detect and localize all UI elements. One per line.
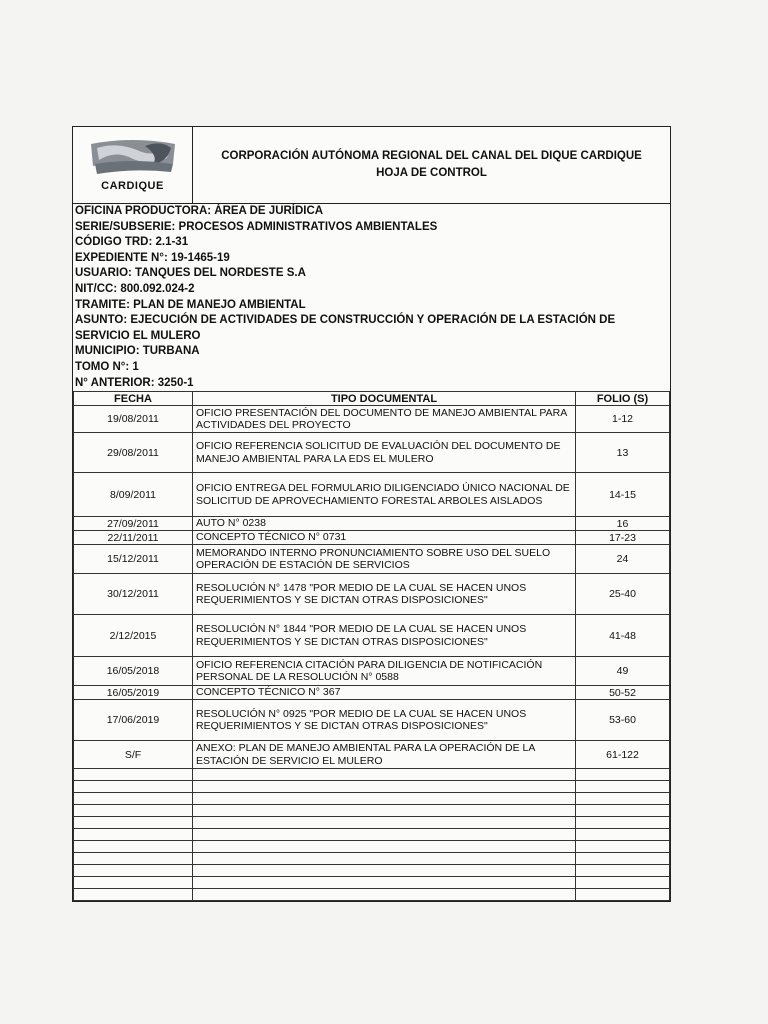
table-row (74, 686, 670, 700)
empty-row (74, 781, 670, 793)
empty-row (74, 889, 670, 901)
empty-row (74, 841, 670, 853)
empty-row (74, 805, 670, 817)
row-fecha: S/F (74, 741, 193, 769)
table-row (74, 531, 670, 545)
empty-row (74, 769, 670, 781)
row-tipo: OFICIO REFERENCIA SOLICITUD DE EVALUACIÓN DEL DOCUMENTO DE MANEJO AMBIENTAL PARA LA EDS EL MULERO (193, 433, 576, 473)
table-row (74, 433, 670, 473)
row-fecha: 29/08/2011 (74, 433, 193, 473)
column-header-fecha: FECHA (74, 392, 193, 406)
control-sheet (72, 126, 671, 902)
meta-serie: SERIE/SUBSERIE: PROCESOS ADMINISTRATIVOS AMBIENTALES (75, 220, 438, 233)
row-tipo: ANEXO: PLAN DE MANEJO AMBIENTAL PARA LA OPERACIÓN DE LA ESTACIÓN DE SERVICIO EL MULERO (193, 741, 576, 769)
row-fecha: 22/11/2011 (74, 531, 193, 545)
row-fecha: 27/09/2011 (74, 517, 193, 531)
title-line-2: HOJA DE CONTROL (376, 167, 487, 179)
column-header-tipo: TIPO DOCUMENTAL (193, 392, 576, 406)
row-folio: 25-40 (576, 574, 670, 615)
row-folio: 41-48 (576, 615, 670, 657)
document-title (193, 127, 670, 203)
table-row (74, 700, 670, 741)
empty-row (74, 793, 670, 805)
documents-table (73, 391, 670, 901)
row-tipo: OFICIO ENTREGA DEL FORMULARIO DILIGENCIADO ÚNICO NACIONAL DE SOLICITUD DE APROVECHAMIENTO FORESTAL ARBOLES AISLADOS (193, 473, 576, 517)
meta-codigo: CÓDIGO TRD: 2.1-31 (75, 236, 189, 249)
metadata-block (73, 204, 670, 391)
table-row (74, 545, 670, 574)
empty-row (74, 865, 670, 877)
empty-row (74, 829, 670, 841)
row-folio: 13 (576, 433, 670, 473)
row-fecha: 16/05/2019 (74, 686, 193, 700)
table-row (74, 473, 670, 517)
meta-municipio: MUNICIPIO: TURBANA (75, 345, 200, 358)
empty-row (74, 877, 670, 889)
meta-usuario: USUARIO: TANQUES DEL NORDESTE S.A (75, 267, 306, 280)
row-tipo: CONCEPTO TÉCNICO N° 0731 (193, 531, 576, 545)
row-tipo: RESOLUCIÓN N° 1478 "POR MEDIO DE LA CUAL SE HACEN UNOS REQUERIMIENTOS Y SE DICTAN OTRAS DISPOSICIONES" (193, 574, 576, 615)
row-tipo: CONCEPTO TÉCNICO N° 367 (193, 686, 576, 700)
table-row (74, 517, 670, 531)
table-row (74, 657, 670, 686)
row-fecha: 19/08/2011 (74, 406, 193, 433)
row-tipo: RESOLUCIÓN N° 1844 "POR MEDIO DE LA CUAL SE HACEN UNOS REQUERIMIENTOS Y SE DICTAN OTRAS DISPOSICIONES" (193, 615, 576, 657)
empty-row (74, 853, 670, 865)
meta-oficina: OFICINA PRODUCTORA: ÁREA DE JURÍDICA (75, 205, 324, 217)
row-folio: 1-12 (576, 406, 670, 433)
meta-asunto: ASUNTO: EJECUCIÓN DE ACTIVIDADES DE CONSTRUCCIÓN Y OPERACIÓN DE LA ESTACIÓN DE SERVICIO EL MULERO (75, 314, 616, 342)
column-header-folio: FOLIO (S) (576, 392, 670, 406)
row-fecha: 15/12/2011 (74, 545, 193, 574)
row-folio: 14-15 (576, 473, 670, 517)
cardique-logo-icon (87, 138, 179, 184)
meta-tramite: TRAMITE: PLAN DE MANEJO AMBIENTAL (75, 298, 306, 311)
row-folio: 53-60 (576, 700, 670, 741)
row-tipo: AUTO N° 0238 (193, 517, 576, 531)
row-folio: 17-23 (576, 531, 670, 545)
row-folio: 16 (576, 517, 670, 531)
row-fecha: 2/12/2015 (74, 615, 193, 657)
empty-row (74, 817, 670, 829)
title-line-1: CORPORACIÓN AUTÓNOMA REGIONAL DEL CANAL DEL DIQUE CARDIQUE (221, 150, 642, 162)
meta-tomo: TOMO N°: 1 (75, 360, 139, 373)
row-fecha: 8/09/2011 (74, 473, 193, 517)
row-fecha: 16/05/2018 (74, 657, 193, 686)
table-row (74, 574, 670, 615)
table-row (74, 406, 670, 433)
row-fecha: 17/06/2019 (74, 700, 193, 741)
table-row (74, 741, 670, 769)
row-folio: 49 (576, 657, 670, 686)
meta-expediente: EXPEDIENTE N°: 19-1465-19 (75, 251, 230, 264)
table-row (74, 615, 670, 657)
sheet-header (73, 127, 670, 204)
row-tipo: RESOLUCIÓN N° 0925 "POR MEDIO DE LA CUAL SE HACEN UNOS REQUERIMIENTOS Y SE DICTAN OTRAS DISPOSICIONES" (193, 700, 576, 741)
table-header-row (74, 392, 670, 406)
row-tipo: OFICIO REFERENCIA CITACIÓN PARA DILIGENCIA DE NOTIFICACIÓN PERSONAL DE LA RESOLUCIÓN N° 0588 (193, 657, 576, 686)
row-fecha: 30/12/2011 (74, 574, 193, 615)
row-tipo: MEMORANDO INTERNO PRONUNCIAMIENTO SOBRE USO DEL SUELO OPERACIÓN DE ESTACIÓN DE SERVICIOS (193, 545, 576, 574)
meta-nit: NIT/CC: 800.092.024-2 (75, 282, 195, 295)
row-tipo: OFICIO PRESENTACIÓN DEL DOCUMENTO DE MANEJO AMBIENTAL PARA ACTIVIDADES DEL PROYECTO (193, 406, 576, 433)
row-folio: 61-122 (576, 741, 670, 769)
meta-anterior: N° ANTERIOR: 3250-1 (75, 376, 194, 389)
row-folio: 50-52 (576, 686, 670, 700)
row-folio: 24 (576, 545, 670, 574)
logo (73, 127, 193, 203)
logo-text: CARDIQUE (101, 180, 164, 192)
